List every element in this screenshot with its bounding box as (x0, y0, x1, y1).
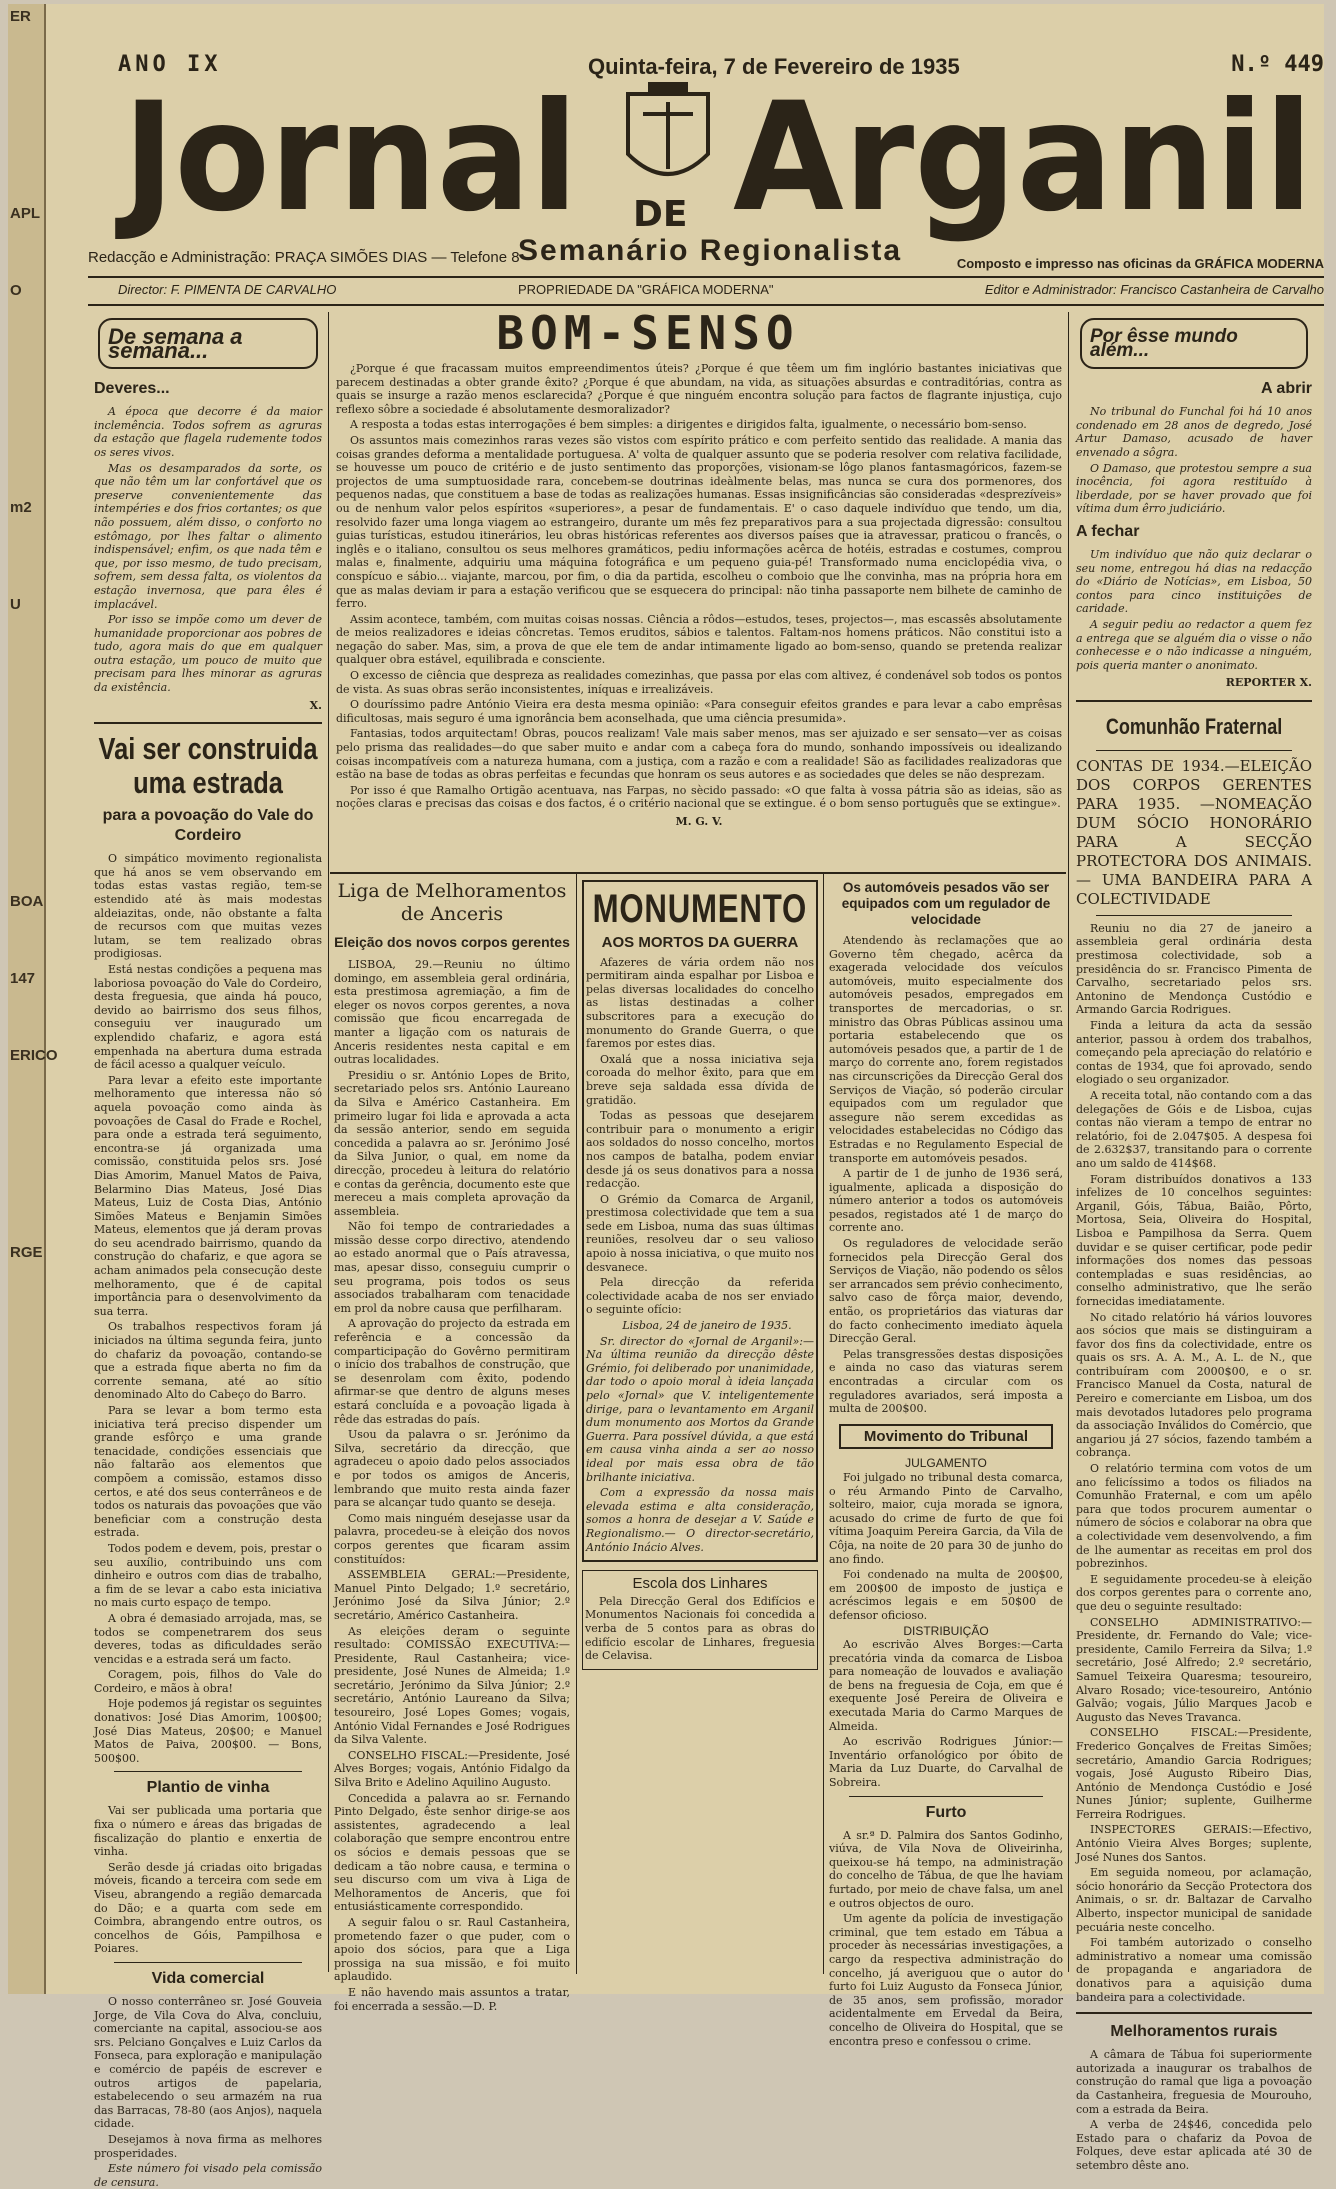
article-subheading: JULGAMENTO (905, 1456, 987, 1471)
title-arganil: Arganil (733, 71, 1313, 245)
article-paragraph: A obra é demasiado arrojada, mas, se todos se compenetrarem dos seus deveres, todas as dificuldades serão vencidas e a estrada será um facto. (94, 1611, 322, 1666)
divider (94, 722, 322, 724)
article-paragraph: Está nestas condições a pequena mas laboriosa povoação do Vale do Cordeiro, desta freguesia, que ainda há pouco, devido ao bairrismo dos seus filhos, conseguiu ver inaugurado um explendido chafariz, e agora está empenhada na abertura duma estrada de fácil acesso a qualquer veículo. (94, 963, 322, 1072)
newspaper-subtitle: Semanário Regionalista (518, 234, 903, 267)
article-paragraph: E não havendo mais assuntos a tratar, foi encerrada a sessão.—D. P. (334, 1985, 570, 2013)
article-paragraph: Pela Direcção Geral dos Edifícios e Monumentos Nacionais foi concedida a verba de 5 contos para as obras do edifício escolar de Linhares, freguesia de Celavisa. (585, 1594, 815, 1663)
article-paragraph: A seguir falou o sr. Raul Castanheira, prometendo fazer o que puder, com o apoio dos sócios, para que a Liga prossiga na sua missão, e foi muito aplaudido. (334, 1915, 570, 1984)
article-paragraph: Vai ser publicada uma portaria que fixa o número e áreas das brigadas de fiscalização do plantio e enxertia de vinha. (94, 1804, 322, 1859)
article-paragraph: Oxalá que a nossa iniciativa seja coroada do melhor êxito, para que em breve seja saldada essa dívida de gratidão. (586, 1052, 814, 1107)
article-paragraph: Para se levar a bom termo esta iniciativa terá preciso dispender um grande esfôrço e uma grande tenacidade, condições essenciais que não faltarão aos elementos que compõem a comissão, estamos disso certos, e até dos seus conterrâneos e de todos os naturais das povoações que vão beneficiar com a construção desta estrada. (94, 1404, 322, 1540)
article-paragraph: Hoje podemos já registar os seguintes donativos: José Dias Amorim, 100$00; José Dias Mateus, 20$00; e Manuel Matos de Paiva, 200$00. — Bons, 500$00. (94, 1697, 322, 1765)
article-paragraph: E seguidamente procedeu-se à eleição dos corpos gerentes para o corrente ano, que deu o seguinte resultado: (1076, 1572, 1312, 1613)
issue-date: Quinta-feira, 7 de Fevereiro de 1935 (588, 54, 960, 79)
article-paragraph: INSPECTORES GERAIS:—Efectivo, António Vieira Alves Borges; suplente, José Nunes dos Santos. (1076, 1823, 1312, 1864)
article-paragraph: CONSELHO FISCAL:—Presidente, Frederico Gonçalves de Freitas Simões; secretário, Amandio Garcia Rodrigues; vogais, José Augusto Ribeiro Dias, António de Mendonça Custódio e José Nunes Júnior; suplente, Guilherme Ferreira Rodrigues. (1076, 1726, 1312, 1821)
article-paragraph: Com a expressão da nossa mais elevada estima e alta consideração, somos a honra de desejar a V. Saúde e Regionalismo.— O director-secretário, António Inácio Alves. (586, 1486, 814, 1554)
article-paragraph: As eleições deram o seguinte resultado: COMISSÃO EXECUTIVA:—Presidente, Raul Castanheira; vice-presidente, José Nunes de Almeida; 1.º secretário, Jerónimo da Silva Júnior; 2.º secretário, António Laureano da Silva; tesoureiro, José Lopes Gomes; vogais, António Vidal Fernandes e José Rodrigues da Silva Valente. (334, 1624, 570, 1747)
article-paragraph: Todas as pessoas que desejarem contribuir para o monumento a erigir aos soldados do nosso concelho, mortos nos campos de batalha, podem enviar desde já os seus donativos para a nossa redacção. (586, 1109, 814, 1191)
newspaper-sheet (88, 44, 1324, 2189)
article-paragraph: Não foi tempo de contrariedades a missão desse corpo directivo, atendendo ao estado anormal que o País atravessa, mas, apesar disso, conseguiu cumprir o seu programa, pois todos os seus associados trabalharam com tenacidade em prol da nobre causa que perfilharam. (334, 1220, 570, 1315)
article-paragraph: Fantasias, todos arquitectam! Obras, poucos realizam! Vale mais saber menos, mas ser ajuizado e ser sensato—ver as coisas pelo prisma das realidades—do que saber muito e andar com a cabeça fora do mundo, sonhando impossíveis ou idealizando coisas incompatíveis com a natureza humana, com a justiça, com a razão e com a realidade! São as facilidades realizadoras que estão na base de todas as obras perfeitas e fecundas que honram os seus autores e as sociedades que deles se não desprezam. (336, 727, 1062, 782)
article-paragraph: Todos podem e devem, pois, prestar o seu auxílio, contribuindo uns com dinheiro e outros com dias de trabalho, a fim de se levar a cabo esta iniciativa no mais curto espaço de tempo. (94, 1541, 322, 1610)
article-paragraph: A câmara de Tábua foi superiormente autorizada a inaugurar os trabalhos de construção do ramal que liga a povoação da Castanheira, freguesia de Mourouho, com a estrada da Beira. (1076, 2048, 1312, 2116)
prev-fragment: RGE (10, 1244, 43, 1261)
censorship-note: Este número foi visado pela comissão de censura. (94, 2162, 322, 2189)
coat-of-arms-icon (628, 82, 708, 174)
article-subheadline: para a povoação do Vale do Cordeiro (102, 807, 314, 845)
article-paragraph: A época que decorre é da maior inclemência. Todos sofrem as agruras da estação que flagela rudemente todos os seres vivos. (94, 405, 322, 459)
divider (849, 1796, 1043, 1797)
article-signature: X. (309, 698, 322, 712)
article-heading: Furto (925, 1803, 967, 1821)
article-paragraph: Pela direcção da referida colectividade acaba de nos ser enviado o seguinte ofício: (586, 1276, 814, 1317)
section-rule (330, 872, 1066, 874)
article-paragraph: Concedida a palavra ao sr. Fernando Pinto Delgado, êste senhor dirige-se aos assistentes, agradecendo a leal colaboração que sempre encontrou entre os sócios e demais pessoas que se dedicam a tão nobre causa, e termina o seu discurso com um viva à Liga de Melhoramentos de Anceris, que foi entusiásticamente correspondido. (334, 1791, 570, 1914)
prev-fragment: U (10, 596, 21, 613)
article-paragraph: Afazeres de vária ordem não nos permitiram ainda espalhar por Lisboa e pelas diversas localidades do concelho as listas destinadas a colher subscritores para a execução do monumento do Grande Guerra, o que faremos por estes dias. (586, 955, 814, 1051)
article-paragraph: A receita total, não contando com a das delegações de Góis e de Lisboa, cujas contas não vieram a tempo de entrar no relatório, foi de 2.047$05. A despesa foi de 2.632$37, transitando para o corrente ano um saldo de 414$68. (1076, 1089, 1312, 1170)
editorial-address: Redacção e Administração: PRAÇA SIMÕES DIAS — Telefone 8 (88, 249, 520, 266)
monumento-box (582, 880, 818, 1562)
article-heading: A fechar (1076, 522, 1140, 540)
article-heading: Deveres... (94, 380, 170, 398)
prev-fragment: ERICO (10, 1047, 58, 1064)
ownership-credit: PROPRIEDADE DA "GRÁFICA MODERNA" (518, 282, 774, 297)
article-paragraph: Pelas transgressões destas disposições e ainda no caso das viaturas serem encontradas a circular com os reguladores avariados, será imposta a multa de 200$00. (829, 1347, 1063, 1416)
article-paragraph: O relatório termina com votos de um ano felicíssimo a todos os filiados na Comunhão Fraternal, e com um apêlo para que todos procurem aumentar o número de sócios e colaborar na obra que a colectividade vem desenvolvendo, a fim de lhe aumentar as receitas em prol dos pobrezinhos. (1076, 1462, 1312, 1571)
article-paragraph: Foi julgado no tribunal desta comarca, o réu Armando Pinto de Carvalho, solteiro, maior, cuja morada se ignora, acusado do crime de furto de que foi vítima Joaquim Pereira Garcia, da Vila de Côja, na noite de 20 para 30 de junho do ano findo. (829, 1470, 1063, 1566)
article-paragraph: Atendendo às reclamações que ao Governo têm chegado, acêrca da exagerada velocidade dos veículos automóveis, muito especialmente dos automóveis pesados, empregados em transportes de mercadorias, o sr. ministro das Obras Públicas assinou uma portaria estabelecendo que os automóveis pesados que, a partir de 1 de março do corrente ano, forem registados nas circunscrições da Direcção Geral dos Serviços de Viação, só poderão circular equipados com um regulador que assegure não serem excedidas as velocidades estabelecidas no Código das Estradas e no Regulamento Especial de transporte em automóveis pesados. (829, 934, 1063, 1165)
newspaper-page (8, 4, 1324, 2189)
divider (114, 1771, 302, 1772)
newspaper-title (114, 71, 1318, 245)
article-heading: Movimento do Tribunal (863, 1427, 1029, 1445)
issue-year: ANO IX (118, 52, 222, 77)
article-paragraph: Os trabalhos respectivos foram já iniciados na última segunda feira, junto do chafariz da povoação, contando-se que a estrada fique aberta no fim da corrente semana, até ao sítio denominado Alto do Cabeço do Barro. (94, 1320, 322, 1402)
article-paragraph: Serão desde já criadas oito brigadas móveis, ficando a terceira com sede em Viseu, abrangendo a região demarcada do Dão; e a quarta com sede em Coimbra, abrangendo entre outros, os concelhos de Góis, Pampilhosa e Poiares. (94, 1860, 322, 1956)
director-credit: Director: F. PIMENTA DE CARVALHO (118, 282, 337, 297)
article-headline: Vai ser construida uma estrada (98, 731, 318, 801)
article-headline: Liga de Melhoramentos de Anceris (337, 880, 567, 925)
article-deck: CONTAS DE 1934.—ELEIÇÃO DOS CORPOS GERENTES PARA 1935. —NOMEAÇÃO DUM SÓCIO HONORÁRIO PARA A SECÇÃO PROTECTORA DOS ANIMAIS. — UMA BANDEIRA PARA A COLECTIVIDADE (1076, 756, 1312, 908)
section-box-title: De semana a semana... (98, 318, 318, 369)
article-paragraph: Por isso se impõe como um dever de humanidade proporcionar aos pobres de tudo, agora mais do que em qualquer outra estação, um pouco de muito que precisam para lhes minorar as agruras da existência. (94, 613, 322, 695)
prev-fragment: ER (10, 8, 31, 25)
article-paragraph: Foram distribuídos donativos a 133 infelizes de 10 concelhos seguintes: Arganil, Góis, Tábua, Baião, Pôrto, Mortosa, Seia, Oliveira do Hospital, Lisboa e Pampilhosa da Serra. Quem duvidar e se quiser certificar, pode pedir informações dos nomes das pessoas contempladas e suas residências, ao conselho administrativo, que lhe serão fornecidas imediatamente. (1076, 1172, 1312, 1308)
article-paragraph: Foi condenado na multa de 200$00, em 200$00 de imposto de justiça e acréscimos legais e em 50$00 de defensor oficioso. (829, 1568, 1063, 1622)
column-rule (1068, 312, 1069, 1972)
article-paragraph: O simpático movimento regionalista que há anos se vem observando em todas estas vastas região, tem-se estendido até às mais modestas aldeiazitas, onde, não obstante a falta de recursos com que muitas vezes lutam, se tem realizado obras prodigiosas. (94, 852, 322, 961)
article-heading: Escola dos Linhares (632, 1575, 768, 1593)
article-paragraph: No tribunal do Funchal foi há 10 anos condenado em 28 anos de degredo, José Artur Damaso, acusado de haver envenado a sôgra. (1076, 405, 1312, 459)
article-paragraph: Desejamos à nova firma as melhores prosperidades. (94, 2132, 322, 2160)
divider (1096, 915, 1292, 916)
section-box-title: Por êsse mundo além... (1080, 318, 1308, 369)
article-paragraph: O Damaso, que protestou sempre a sua inocência, foi agora restituído à liberdade, por se haver provado que foi vítima dum êrro judiciário. (1076, 461, 1312, 516)
article-paragraph: LISBOA, 29.—Reuniu no último domingo, em assembleia geral ordinária, esta prestimosa agremiação, a fim de eleger os novos corpos gerentes, a nova comissão que ficou encarregada de manter a ligação com os naturais de Anceris residentes nesta capital e em outras localidades. (334, 958, 570, 1067)
section-box (839, 1424, 1053, 1450)
divider (114, 1962, 302, 1963)
column-automoveis (829, 880, 1063, 2048)
article-paragraph: Ao escrivão Alves Borges:—Carta precatória vinda da comarca de Lisboa para nomeação de louvados e avaliação de bens na freguesia de Coja, em que é exequente José Pereira de Oliveira e executada Maria do Carmo Marques de Almeida. (829, 1638, 1063, 1733)
article-headline: MONUMENTO (592, 887, 808, 931)
issue-number: N.º 449 (1231, 52, 1324, 77)
article-paragraph: ASSEMBLEIA GERAL:—Presidente, Manuel Pinto Delgado; 1.º secretário, Jerónimo José da Silva Júnior; 2.º secretário, Américo Castanheira. (334, 1568, 570, 1622)
article-paragraph: O douríssimo padre António Vieira era desta mesma opinião: «Para conseguir efeitos grandes e para levar a cabo emprêsas dificultosas, mais seguro é uma ignorância bem aconselhada, que uma ciência presumida». (336, 698, 1062, 725)
article-paragraph: CONSELHO FISCAL:—Presidente, José Alves Borges; vogais, António Fidalgo da Silva Brito e Adelino Aquilino Augusto. (334, 1748, 570, 1790)
editor-credit: Editor e Administrador: Francisco Castanheira de Carvalho (984, 282, 1324, 297)
article-paragraph: O Grémio da Comarca de Arganil, prestimosa colectividade que tem a sua sede em Lisboa, numa das suas últimas reuniões, resolveu dar o seu valioso apoio à nossa iniciativa, o que muito nos desvanece. (586, 1192, 814, 1274)
article-paragraph: Os assuntos mais comezinhos raras vezes são vistos com espírito prático e com perfeito sentido das realidade. A mania das coisas grandes deforma a mentalidade portuguesa. A' volta de qualquer assunto que se poderia resolver com relativa facilidade, se houvesse um pouco de critério e de justo sentimento das proporções, visionam-se lôgo planos fantasmagóricos, fazem-se projectos de uma sumptuosidade rara, concebem-se doutrinas ideàlmente belas, mas nunca se cura dos pormenores, dos pequenos nadas, que constituem a base de todas as realizações humanas. Essas insignificâncias são consideradas «desprezíveis» ou de nenhum valor pelos espíritos «superiores», a pesar de fundamentais. E' o caso daquele indivíduo que tendo, um dia, resolvido fazer uma longa viagem ao estrangeiro, durante um mês fez preparativos para a sua projectada digressão: consultou guias turísticas, estudou itinerários, leu obras históricas referentes aos diversos países que ia atravessar, praticou o francês, o inglês e o italiano, consultou os seus melhores gramáticos, pediu informações acêrca de hotéis, estradas e costumes, comprou malas e, finalmente, adquiriu uma máquina fotográfica e um pequeno guia-pé! Transformado numa enciclopédia viva, o conspícuo e sábio... viajante, marcou, por fim, o dia da partida, escolheu o comboio que lhe convinha, mas na própria hora em que as malas deviam ir para a estação verificou que se esquecera do principal: não tinha passaporte nem bilhete de caminho de ferro. (336, 433, 1062, 611)
prev-fragment: m2 (10, 499, 32, 516)
divider (1076, 2012, 1312, 2014)
article-signature: M. G. V. (675, 815, 723, 828)
printer-credit: Composto e impresso nas oficinas da GRÁFICA MODERNA (956, 256, 1324, 271)
article-subheading: DISTRIBUIÇÃO (903, 1623, 989, 1638)
prev-fragment: O (10, 282, 22, 299)
article-paragraph: O excesso de ciência que despreza as realidades comezinhas, que passa por elas com altivez, é condenável sob todos os pontos de vista. As suas obras serão inconsistentes, iníquas e irrealizáveis. (336, 669, 1062, 696)
article-heading: Plantio de vinha (146, 1779, 270, 1797)
article-paragraph: Usou da palavra o sr. Jerónimo da Silva, secretário da direcção, que agradeceu o apoio dado pelos associados e por todos os amigos de Anceris, lembrando que muito resta ainda fazer para se alcançar tudo quanto se deseja. (334, 1428, 570, 1510)
column-liga (334, 880, 570, 2013)
article-paragraph: Lisboa, 24 de janeiro de 1935. (622, 1319, 792, 1333)
article-paragraph: Sr. director do «Jornal de Arganil»:— Na última reunião da direcção dêste Grémio, foi deliberado por unanimidade, dar todo o apoio moral à ideia lançada pelo «Jornal» que V. inteligentemente dirige, para o levantamento em Arganil dum monumento aos Mortos da Grande Guerra. Para possível dúvida, a que está em causa vinha ainda a ser ao nosso ideal por mais essa obra de tão brilhante iniciativa. (586, 1334, 814, 1484)
column-monumento (582, 880, 818, 1970)
escola-box (582, 1570, 818, 1670)
prev-fragment: APL (10, 205, 40, 222)
column-5 (1076, 312, 1312, 2172)
previous-page-edge (8, 4, 58, 1994)
article-paragraph: Finda a leitura da acta da sessão anterior, passou à ordem dos trabalhos, começando pela apreciação do relatório e contas de 1934, que foi aprovado, sendo elogiado o seu organizador. (1076, 1019, 1312, 1087)
article-paragraph: O nosso conterrâneo sr. José Gouveia Jorge, de Vila Cova do Alva, concluiu, comerciante na capital, associou-se aos srs. Pelciano Gonçalves e Luiz Carlos da Fonseca, para exploração e manipulação e comércio de papéis de escrever e outros artigos de papelaria, estabelecendo o seu armazém na rua das Barracas, 78-80 (aos Anjos), naquela cidade. (94, 1994, 322, 2131)
article-heading: Melhoramentos rurais (1110, 2023, 1278, 2041)
article-paragraph: A partir de 1 de junho de 1936 será, igualmente, aplicada a disposição do número anterior a todos os automóveis pesados, registados até 1 de março do corrente ano. (829, 1167, 1063, 1235)
article-subheadline: Eleição dos novos corpos gerentes (334, 934, 570, 950)
staff-bar (88, 276, 1324, 306)
prev-fragment: 147 (10, 970, 36, 987)
article-paragraph: Reuniu no dia 27 de janeiro a assembleia geral ordinária desta prestimosa colectividade, sob a presidência do sr. Francisco Pimenta de Carvalho, secretariado pelos srs. Antonino de Mendonça Custódio e Armando Garcia Rodrigues. (1076, 921, 1312, 1017)
article-paragraph: Ao escrivão Rodrigues Júnior:—Inventário orfanológico por óbito de Maria da Luz Duarte, do Carvalhal de Sobreira. (829, 1735, 1063, 1790)
divider (1096, 750, 1292, 751)
article-paragraph: Os reguladores de velocidade serão fornecidos pela Direcção Geral dos Serviços de Viação, não podendo os sêlos ser arrancados sem prévio conhecimento, salvo caso de fôrça maior, devendo, então, os proprietários das viaturas dar do facto conhecimento imediato àquela Direcção Geral. (829, 1237, 1063, 1346)
article-headline: Os automóveis pesados vão ser equipados com um regulador de velocidade (841, 880, 1051, 927)
article-paragraph: Como mais ninguém desejasse usar da palavra, procedeu-se à eleição dos novos corpos gerentes que ficaram assim constituídos: (334, 1511, 570, 1566)
article-paragraph: No citado relatório há vários louvores aos sócios que mais se distinguiram a favor dos fins da colectividade, entre os quais os srs. A. A. M., A. L. de N., que contribuíram com 2000$00, e o sr. Francisco Manuel da Costa, natural de Pereiro e comerciante em Lisboa, um dos mais devotados lutadores pelo programa da associação Inválidos do Comércio, que angariou já 27 sócios, fazendo também a cobrança. (1076, 1310, 1312, 1460)
column-rule (576, 874, 577, 1974)
divider (1076, 700, 1312, 702)
title-de: DE (633, 194, 688, 235)
article-subheadline: AOS MORTOS DA GUERRA (601, 934, 799, 951)
article-heading: Vida comercial (151, 1969, 265, 1987)
article-paragraph: Presidiu o sr. António Lopes de Brito, secretariado pelos srs. António Laureano da Silva e Américo Castanheira. Em primeiro lugar foi lida e aprovada a acta da sessão anterior, sendo em seguida concedida a palavra ao sr. Jerónimo José da Silva Junior, o qual, em nome da direcção, procedeu à leitura do relatório e contas da gerência, documento este que mereceu a mais completa aprovação da assembleia. (334, 1068, 570, 1218)
article-paragraph: A sr.ª D. Palmira dos Santos Godinho, viúva, de Vila Nova de Oliveirinha, queixou-se há tempo, na administração do concelho de Tábua, de que lhe haviam furtado, por meio de chave falsa, um anel e outros objectos de ouro. (829, 1828, 1063, 1910)
article-paragraph: Para levar a efeito este importante melhoramento que interessa não só aquela povoação como ainda às povoações de Casal do Frade e Rochel, para onde a estrada terá seguimento, encontra-se já organizada uma comissão, constituida pelos srs. José Dias Amorim, Manuel Matos de Paiva, Belarmino Dias Mateus, José Dias Mateus, Luiz de Costa Dias, António Simões Mateus e Benjamin Simões Mateus, elementos que já deram provas do seu acendrado bairrismo, quando da construção do chafariz, e que agora se acham animados pela consecução deste melhoramento, que é de capital importância para o desenvolvimento da sua terra. (94, 1073, 322, 1318)
article-paragraph: A verba de 24$46, concedida pelo Estado para o chafariz da Povoa de Folques, deve estar aplicada até 30 de setembro dêste ano. (1076, 2118, 1312, 2172)
article-paragraph: Um agente da polícia de investigação criminal, que tem estado em Tábua a proceder às necessárias investigações, a cargo da respectiva administração do concelho, já averiguou que o autor do furto foi Luiz Augusto da Fonseca Júnior, de 35 anos, sem profissão, morador acidentalmente em Ervedal da Beira, concelho de Oliveira do Hospital, que se encontra preso e confessou o crime. (829, 1912, 1063, 2048)
editorial-headline: BOM-SENSO (496, 306, 800, 360)
article-paragraph: Assim acontece, também, com muitas coisas nossas. Ciência a rôdos—estudos, teses, projectos—, mas escassês absolutamente de meios realizadores e ideias côncretas. Temos eruditos, sábios e talentos. Faltam-nos homens práticos. Não constitui isto a negação do saber. Mas, sim, a prova de que ele tem de andar intimamente ligado ao bom-senso, quando se pretenda realizar qualquer obra estável, equilibrada e consciente. (336, 612, 1062, 667)
article-paragraph: A seguir pediu ao redactor a quem fez a entrega que se alguém dia o visse o não conhecesse e o não indicasse a ninguém, pois queria manter o anonimato. (1076, 617, 1312, 672)
article-paragraph: Foi também autorizado o conselho administrativo a nomear uma comissão de propaganda e angariadora de donativos para a aquisição duma bandeira para a colectividade. (1076, 1936, 1312, 2004)
column-rule (823, 874, 824, 1974)
article-paragraph: Um indivíduo que não quiz declarar o seu nome, entregou há dias na redacção do «Diário de Notícias», em Lisboa, 50 contos para cinco instituições de caridade. (1076, 547, 1312, 616)
article-paragraph: A aprovação do projecto da estrada em referência e a concessão da comparticipação do Govêrno permitiram o início dos trabalhos de construção, que se desenrolam com êxito, podendo afirmar-se que dentro de alguns meses estará concluída e a povoação ligada à rêde das estradas do país. (334, 1317, 570, 1426)
article-paragraph: Em seguida nomeou, por aclamação, sócio honorário da Secção Protectora dos Animais, o sr. dr. Baltazar de Carvalho Alberto, inspector municipal de sanidade pecuária neste concelho. (1076, 1866, 1312, 1934)
prev-fragment: BOA (10, 893, 44, 910)
article-paragraph: Por isso é que Ramalho Ortigão acentuava, nas Farpas, no sècido passado: «O que falta à vossa pátria são as ideias, são as noções claras e precisas das coisas e dos factos, é o critério nacional que se extingue. é o bom senso português que se extingue». (336, 783, 1062, 811)
article-paragraph: CONSELHO ADMINISTRATIVO:—Presidente, dr. Fernando do Vale; vice-presidente, Camilo Ferreira da Silva; 1.º secretário, José Alfredo; 2.º secretário, Samuel Teixeira Quaresma; tesoureiro, Alvaro Rosado; vice-tesoureiro, António Galvão; vogais, Júlio Marques Jacob e Augusto das Neves Travanca. (1076, 1615, 1312, 1724)
article-paragraph: A resposta a todas estas interrogações é bem simples: a dirigentes e dirigidos falta, igualmente, o necessário bom-senso. (350, 418, 1027, 432)
editorial-body (336, 362, 1062, 867)
column-rule (328, 312, 329, 1972)
column-1 (94, 312, 322, 2189)
article-signature: REPORTER X. (1225, 676, 1312, 690)
article-paragraph: Mas os desamparados da sorte, os que não têm um lar confortável que os preserve convenientemente das intempéries e dos frios cortantes; os que não possuem, além disso, o conforto no estômago, por lhes faltar o alimento indispensável; enfim, os que nada têm e que, por isso mesmo, de tudo precisam, sofrem, sem dessa falta, os violentos da estação invernosa, que para êles é implacável. (94, 461, 322, 611)
article-headline: Comunhão Fraternal (1105, 713, 1283, 739)
title-jornal: Jornal (114, 71, 578, 245)
article-paragraph: Coragem, pois, filhos do Vale do Cordeiro, e mãos à obra! (94, 1668, 322, 1695)
article-heading: A abrir (1261, 380, 1312, 398)
article-paragraph: ¿Porque é que fracassam muitos empreendimentos úteis? ¿Porque é que têem um fim inglório bastantes iniciativas que parecem destinadas a obter grande êxito? ¿Porque é que abundam, na vida, as situações absurdas e contraditórias, contra as quais se insurge a razão menos esclarecida? ¿Porque é que ninguém encontra solução para factos de flagrante injustiça, cujo reflexo sôbre a sociedade é absolutamente desmoralizador? (336, 362, 1062, 416)
